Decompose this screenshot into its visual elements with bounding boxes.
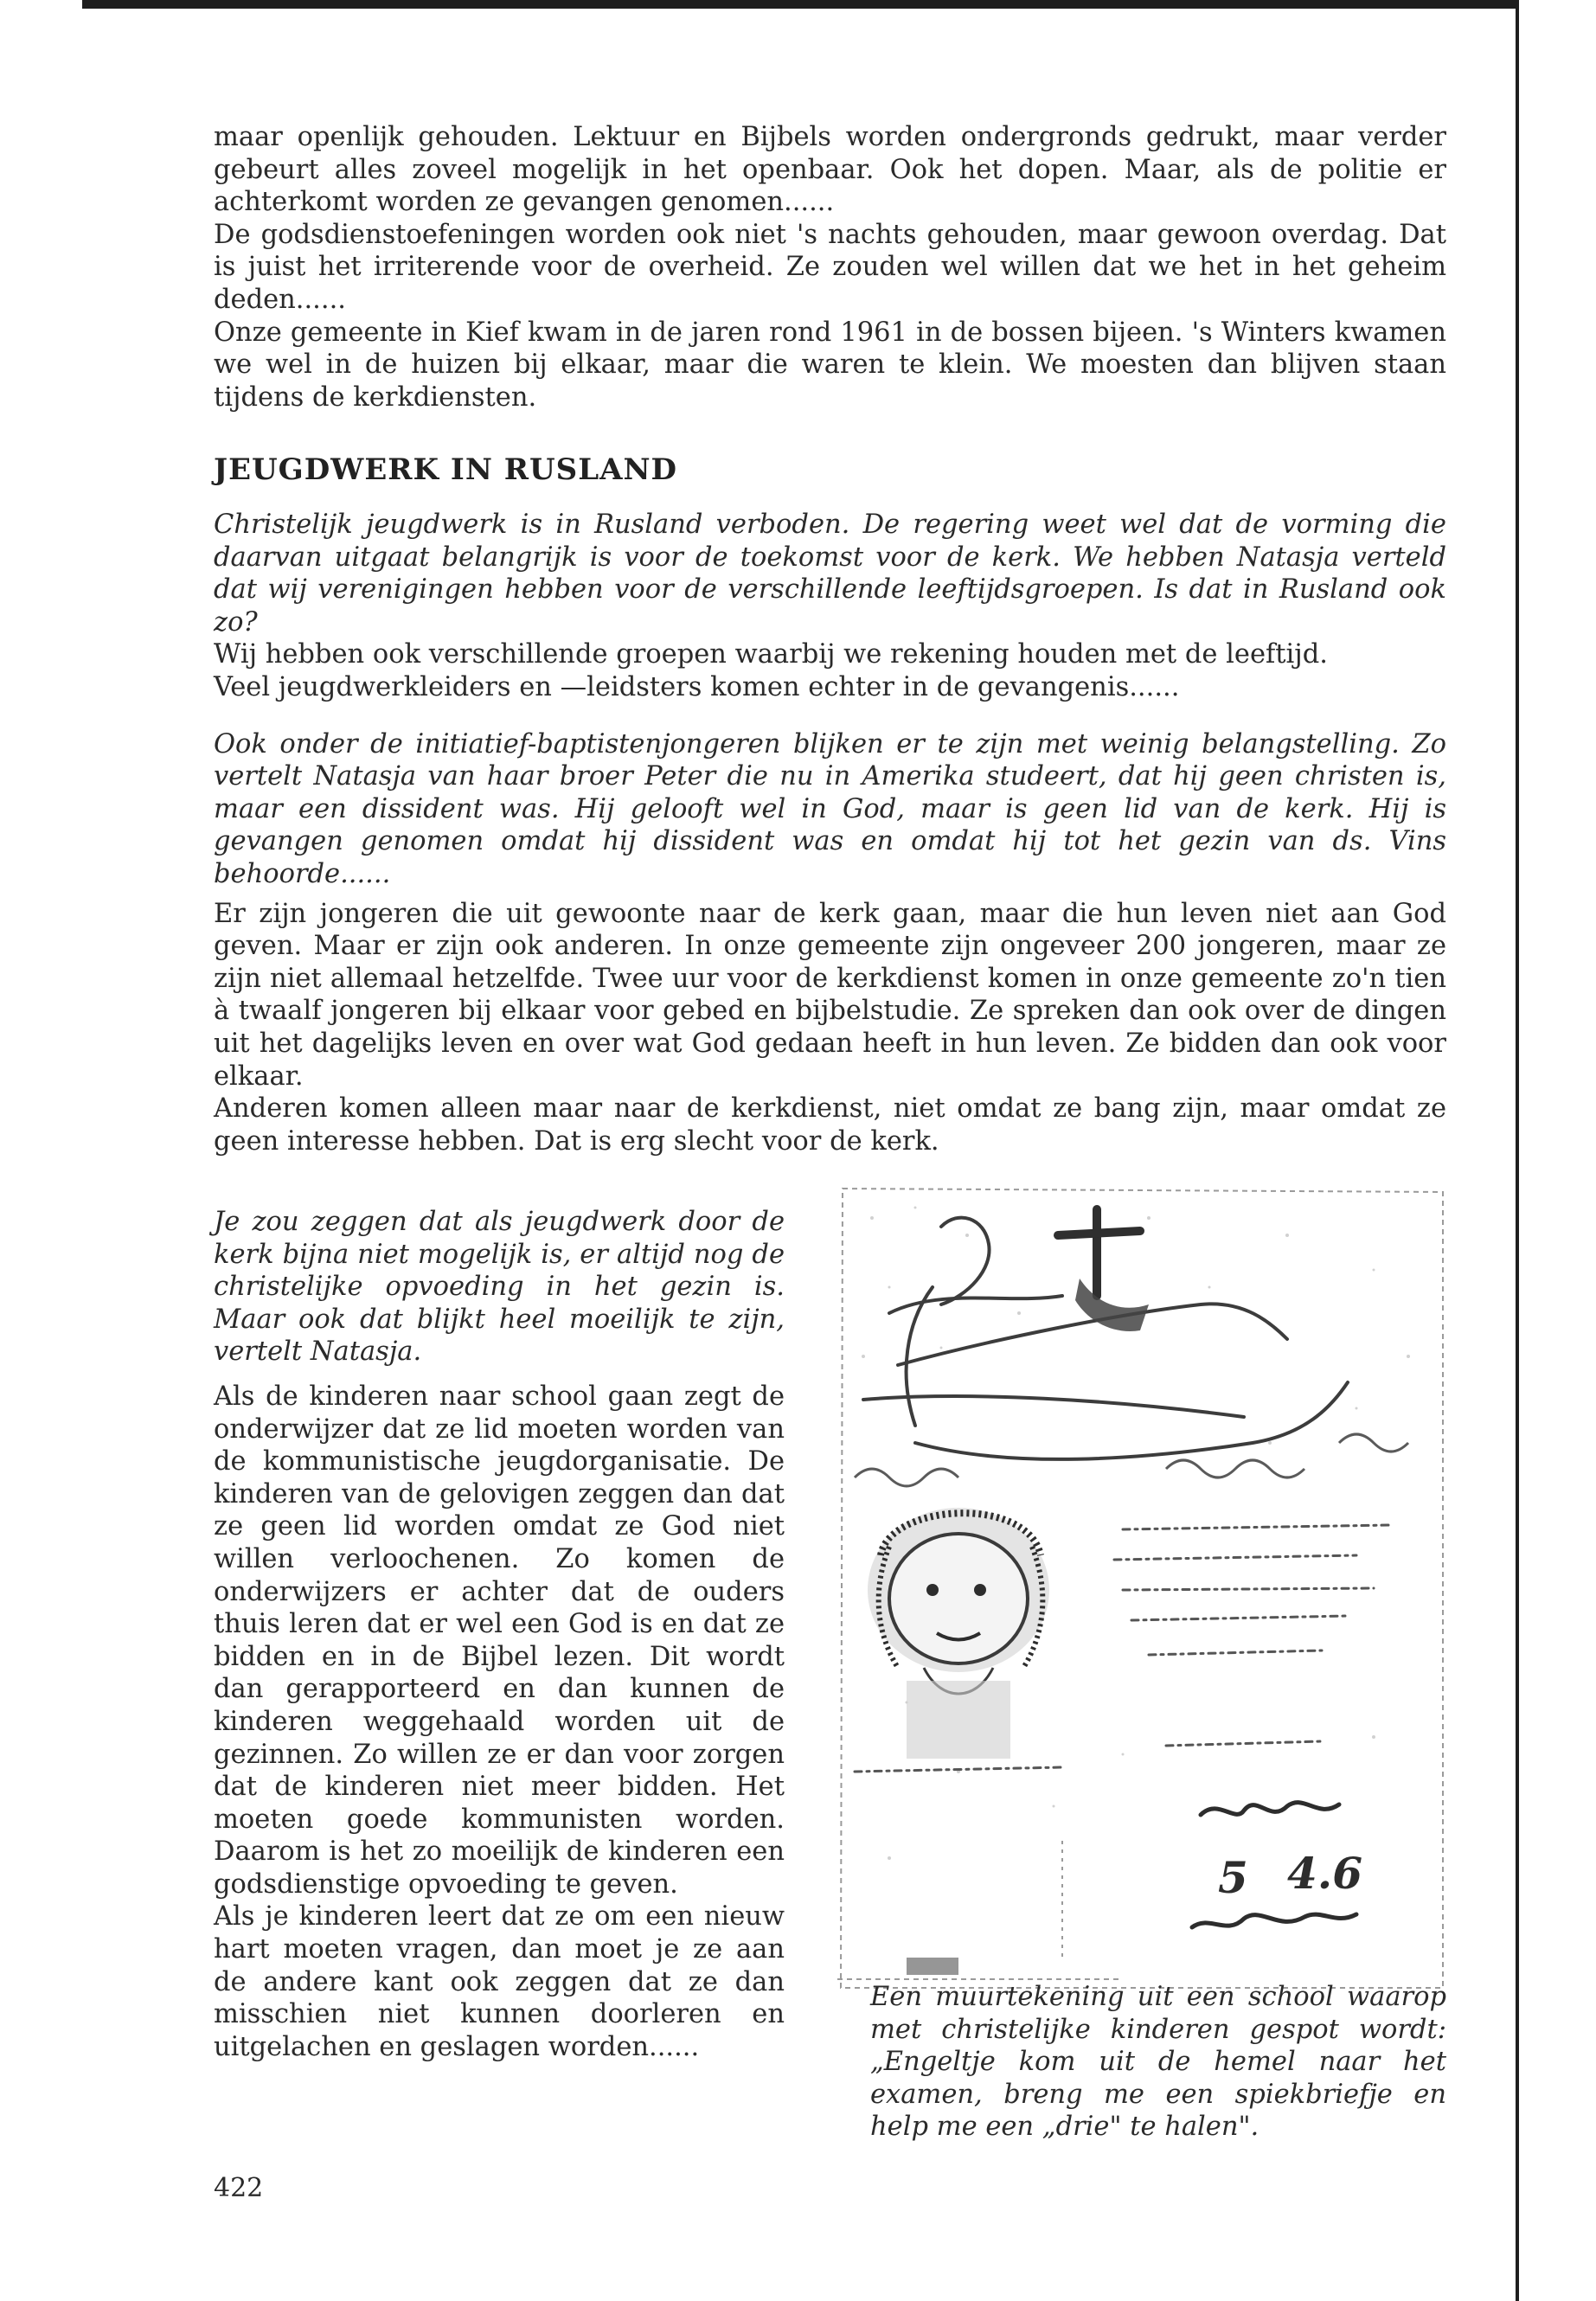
intro-text-block	[214, 121, 1446, 413]
youth-work-block	[214, 509, 1446, 1157]
drawing-scrawl-score: 4.6	[1287, 1848, 1362, 1899]
left-body-new-heart: Als je kinderen leert dat ze om een nieuw hart moeten vragen, dan moet je ze aan de andere kant ook zeggen dat ze dan misschien niet kunnen doorleren en uitgelachen en geslagen worden......	[214, 1901, 785, 2062]
wall-drawing-image	[837, 1183, 1446, 1997]
answer-age-groups: Wij hebben ook verschillende groepen waarbij we rekening houden met de leeftijd.	[214, 639, 1328, 670]
paragraph-daytime-services: De godsdienstoefeningen worden ook niet 's nachts gehouden, maar gewoon overdag. Dat is juist het irriterende voor de overheid. Ze zouden wel willen dat we het in het geheim deden......	[214, 219, 1446, 315]
initiative-baptist-intro: Ook onder de initiatief-baptistenjongeren blijken er te zijn met weinig belangstelling. Zo vertelt Natasja van haar broer Peter die nu in Amerika studeert, dat hij geen christen is, maar een dissident was. Hij gelooft wel in God, maar is geen lid van de kerk. Hij is gevangen genomen omdat hij dissident was en omdat hij tot het gezin van ds. Vins behoorde......	[214, 728, 1446, 889]
answer-leaders-prison: Veel jeugdwerkleiders en —leidsters komen echter in de gevangenis......	[214, 671, 1180, 702]
paragraph-kief-congregation: Onze gemeente in Kief kwam in de jaren rond 1961 in de bossen bijeen. 's Winters kwamen we wel in de huizen bij elkaar, maar die waren te klein. We moesten dan blijven staan tijdens de kerkdiensten.	[214, 317, 1446, 413]
interview-question: Christelijk jeugdwerk is in Rusland verboden. De regering weet wel dat de vorming die daarvan uitgaat belangrijk is voor de toekomst voor de kerk. We hebben Natasja verteld dat wij verenigingen hebben voor de verschillende leeftijdsgroepen. Is dat in Rusland ook zo?	[214, 510, 1446, 638]
section-heading: JEUGDWERK IN RUSLAND	[214, 452, 678, 487]
answer-young-people: Er zijn jongeren die uit gewoonte naar de kerk gaan, maar die hun leven niet aan God geven. Maar er zijn ook anderen. In onze gemeente zijn ongeveer 200 jongeren, maar ze zijn niet allemaal hetzelfde. Twee uur voor de kerkdienst komen in onze gemeente zo'n tien à twaalf jongeren bij elkaar voor gebed en bijbelstudie. Ze spreken dan ook over de dingen uit het dagelijks leven en over wat God gedaan heeft in hun leven. Ze bidden dan ook voor elkaar.	[214, 898, 1446, 1092]
left-body-school: Als de kinderen naar school gaan zegt de onderwijzer dat ze lid moeten worden van de kommunistische jeugdorganisatie. De kinderen van de gelovigen zeggen dan dat ze geen lid worden omdat ze God niet willen verloochenen. Zo komen de onderwijzers er achter dat de ouders thuis leren dat er wel een God is en dat ze bidden en in de Bijbel lezen. Dit wordt dan gerapporteerd en dan kunnen de kinderen weggehaald worden uit de gezinnen. Zo willen ze er dan voor zorgen dat de kinderen niet meer bidden. Het moeten goede kommunisten worden. Daarom is het zo moeilijk de kinderen een godsdienstige opvoeding te geven.	[214, 1381, 785, 1900]
wall-drawing-illustration	[837, 1183, 1446, 1997]
left-intro-italic: Je zou zeggen dat als jeugdwerk door de kerk bijna niet mogelijk is, er altijd nog de christelijke opvoeding in het gezin is. Maar ook dat blijkt heel moeilijk te zijn, vertelt Natasja.	[214, 1207, 785, 1368]
answer-no-interest: Anderen komen alleen maar naar de kerkdienst, niet omdat ze bang zijn, maar omdat ze geen interesse hebben. Dat is erg slecht voor de kerk.	[214, 1093, 1446, 1157]
left-column	[214, 1206, 785, 2063]
paragraph-openly-held: maar openlijk gehouden. Lektuur en Bijbels worden ondergronds gedrukt, maar verder gebeurt alles zoveel mogelijk in het openbaar. Ook het dopen. Maar, als de politie er achterkomt worden ze gevangen genomen......	[214, 122, 1446, 218]
page-top-edge	[82, 0, 1518, 9]
figure-caption: Een muurtekening uit een school waarop met christelijke kinderen gespot wordt: „Engeltje kom uit de hemel naar het examen, breng me een spiekbriefje en help me een „drie" te halen".	[870, 1982, 1446, 2143]
drawing-scrawl-5: 5	[1218, 1852, 1248, 1903]
page-right-edge	[1516, 0, 1519, 2301]
page-number: 422	[214, 2173, 264, 2203]
